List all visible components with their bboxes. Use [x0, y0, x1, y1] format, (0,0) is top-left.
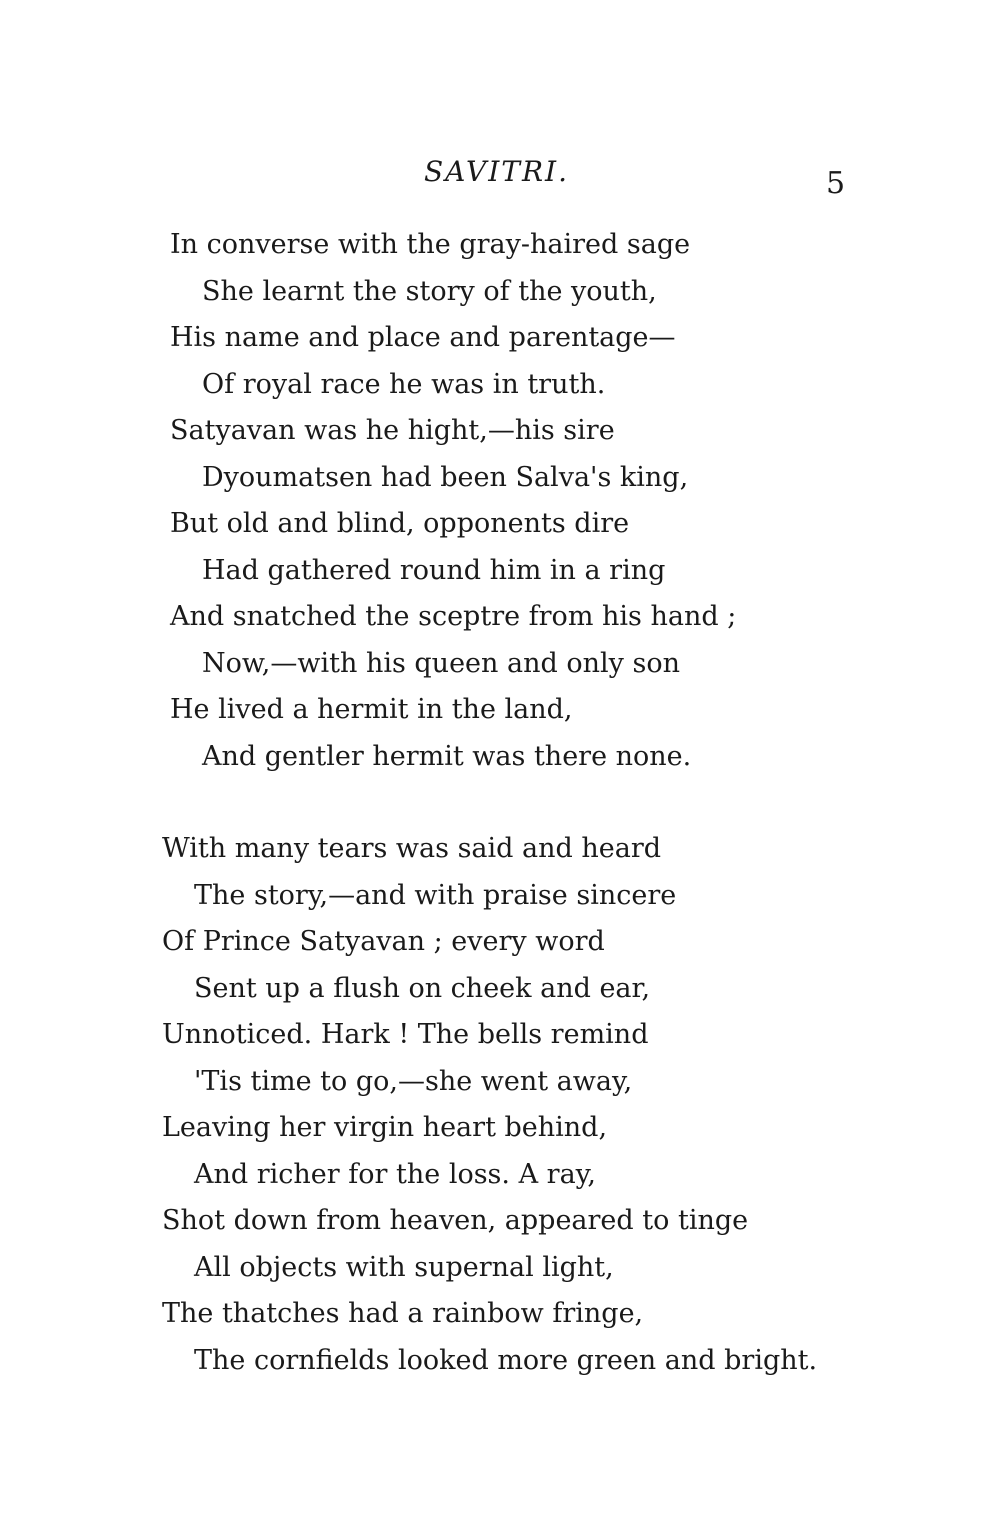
poem-line: His name and place and parentage—: [170, 322, 676, 353]
poem-line: With many tears was said and heard: [162, 833, 662, 864]
poem-line: Leaving her virgin heart behind,: [162, 1112, 608, 1143]
poem-line: 'Tis time to go,—she went away,: [194, 1065, 633, 1097]
poem-line: Of royal race he was in truth.: [202, 368, 606, 400]
poem-line: And snatched the sceptre from his hand ;: [170, 601, 737, 632]
poem-line: He lived a hermit in the land,: [170, 694, 573, 725]
running-title: SAVITRI.: [424, 155, 570, 188]
poem-line: Unnoticed. Hark ! The bells remind: [162, 1019, 649, 1050]
page-number: 5: [826, 166, 846, 201]
running-head: [0, 152, 1000, 201]
poem-line: In converse with the gray-haired sage: [170, 229, 691, 260]
poem-line: And gentler hermit was there none.: [202, 740, 692, 772]
poem-line: Shot down from heaven, appeared to tinge: [162, 1205, 749, 1236]
poem-line: The cornfields looked more green and bright.: [194, 1344, 818, 1376]
poem-line: Dyoumatsen had been Salva's king,: [202, 461, 689, 493]
poem-line: The story,—and with praise sincere: [194, 879, 677, 911]
stanza-2: [0, 826, 1000, 1384]
poem-line: Sent up a flush on cheek and ear,: [194, 972, 651, 1004]
poem-line: Now,—with his queen and only son: [202, 647, 680, 679]
poem-line: The thatches had a rainbow fringe,: [162, 1298, 644, 1329]
poem-line: Satyavan was he hight,—his sire: [170, 415, 615, 446]
poem-line: Had gathered round him in a ring: [202, 554, 666, 586]
poem-line: But old and blind, opponents dire: [170, 508, 630, 539]
poem-line: Of Prince Satyavan ; every word: [162, 926, 605, 957]
poem: [0, 222, 1000, 1384]
stanza-1: [0, 222, 1000, 780]
poem-line: All objects with supernal light,: [194, 1251, 614, 1283]
poem-line: She learnt the story of the youth,: [202, 275, 657, 307]
poem-line: And richer for the loss. A ray,: [194, 1158, 596, 1190]
